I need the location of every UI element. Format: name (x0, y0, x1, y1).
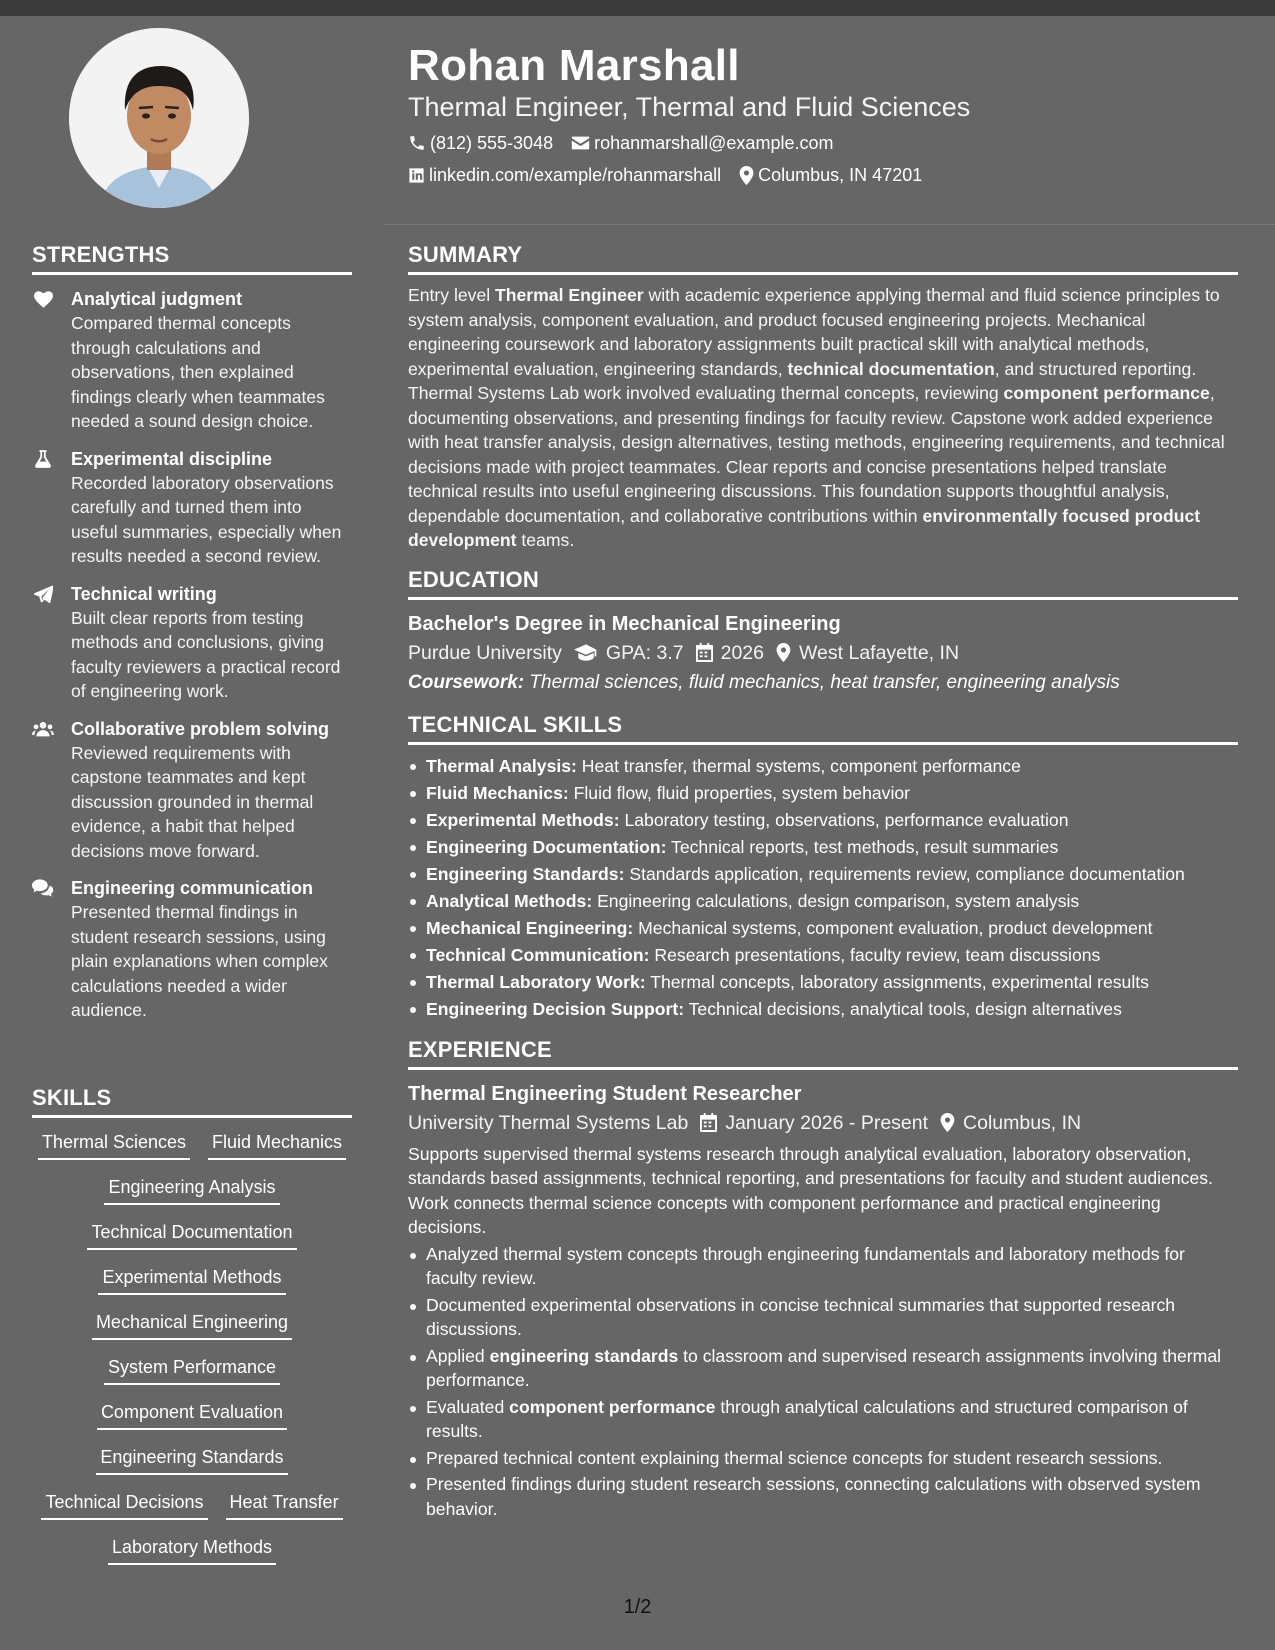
skill-chip: Engineering Standards (96, 1447, 287, 1475)
strengths-list (32, 287, 352, 1023)
strengths-section (32, 242, 352, 1023)
degree: Bachelor's Degree in Mechanical Engineering (408, 612, 841, 635)
technical-skill-label: Fluid Mechanics: (426, 782, 569, 803)
location-text: Columbus, IN 47201 (758, 165, 923, 185)
experience-bullet (408, 1242, 1238, 1291)
technical-skill-item (408, 996, 1238, 1023)
bullet-text: to classroom and supervised research assignments involving thermal performance. (426, 1345, 1222, 1390)
skill-chip: Fluid Mechanics (208, 1132, 346, 1160)
job-location-text: Columbus, IN (963, 1111, 1082, 1134)
technical-skill-item (408, 834, 1238, 861)
skill-chip-row (32, 1492, 352, 1537)
calendar-icon (696, 643, 713, 662)
summary-text (408, 283, 1238, 553)
skill-chip-row (32, 1357, 352, 1402)
skill-chip-row (32, 1267, 352, 1312)
experience-bullet (408, 1395, 1238, 1444)
job-title: Thermal Engineering Student Researcher (408, 1082, 802, 1105)
bullet-text: Analyzed thermal system concepts through engineering fundamentals and laboratory methods for faculty review. (426, 1243, 1185, 1288)
strength-item (32, 287, 352, 434)
bullet-text: through analytical calculations and structured comparison of results. (426, 1396, 1188, 1441)
coursework-text: Thermal sciences, fluid mechanics, heat transfer, engineering analysis (524, 671, 1120, 693)
technical-skill-text: Heat transfer, thermal systems, component performance (576, 755, 1021, 776)
technical-skill-text: Technical decisions, analytical tools, design alternatives (684, 998, 1122, 1019)
headline: Thermal Engineer, Thermal and Fluid Sciences (408, 92, 971, 122)
resume-header (408, 40, 1238, 188)
technical-skill-item (408, 915, 1238, 942)
strength-description: Compared thermal concepts through calculations and observations, then explained findings clearly when teammates needed a sound design choice. (71, 313, 325, 431)
technical-skill-text: Laboratory testing, observations, performance evaluation (619, 809, 1069, 830)
education-meta (408, 638, 1238, 668)
skill-chip: Laboratory Methods (108, 1537, 276, 1565)
school (408, 638, 562, 668)
edu-location-text: West Lafayette, IN (798, 641, 960, 664)
skill-chip-row (32, 1447, 352, 1492)
summary-highlight: technical documentation (787, 358, 995, 379)
contact-row-1 (408, 130, 1238, 156)
experience-bullet (408, 1446, 1238, 1471)
skill-chip: Technical Decisions (41, 1492, 207, 1520)
summary-highlight: Thermal Engineer (495, 285, 644, 305)
paper-plane-icon (32, 584, 54, 604)
map-pin-icon (940, 1113, 955, 1132)
technical-skills-list (408, 753, 1238, 1023)
education-section (408, 567, 1238, 698)
technical-skills-section (408, 712, 1238, 1023)
summary-section (408, 242, 1238, 553)
skill-chip: Mechanical Engineering (92, 1312, 292, 1340)
technical-skill-label: Thermal Analysis: (426, 755, 577, 776)
summary-fragment: with academic experience applying thermal and fluid science principles to system analysis, component evaluation, and product focused engineering projects. Mechanical engineering coursework and laboratory assignments built practical skill with analytical methods, experimental evaluation, engineering standards, (408, 285, 1220, 379)
gpa (574, 638, 684, 668)
technical-skill-item (408, 807, 1238, 834)
bullet-text: Evaluated (426, 1396, 510, 1417)
summary-fragment: Entry level (408, 285, 496, 305)
skills-section (32, 1085, 352, 1582)
experience-bullet (408, 1472, 1238, 1521)
job-dates (700, 1108, 928, 1138)
heart-icon (32, 289, 54, 309)
skill-chip: Experimental Methods (98, 1267, 285, 1295)
technical-skill-label: Technical Communication: (426, 944, 650, 965)
edu-location (776, 638, 959, 668)
technical-skills-title: TECHNICAL SKILLS (408, 712, 1238, 745)
skill-chip: Thermal Sciences (38, 1132, 190, 1160)
technical-skill-label: Engineering Documentation: (426, 836, 667, 857)
experience-title: EXPERIENCE (408, 1037, 1238, 1070)
strengths-title: STRENGTHS (32, 242, 352, 275)
linkedin-text: linkedin.com/example/rohanmarshall (429, 165, 722, 185)
graduation-cap-icon (574, 644, 598, 662)
map-pin-icon (776, 643, 791, 662)
skill-chip-row (32, 1537, 352, 1582)
skill-chip-row (32, 1312, 352, 1357)
skill-chip-row (32, 1222, 352, 1267)
technical-skill-label: Engineering Decision Support: (426, 998, 685, 1019)
envelope-icon (571, 135, 590, 151)
skill-chip: Heat Transfer (226, 1492, 343, 1520)
phone[interactable] (408, 130, 553, 156)
technical-skill-text: Technical reports, test methods, result summaries (666, 836, 1059, 857)
skill-chips (32, 1132, 352, 1582)
organization (408, 1108, 688, 1138)
technical-skill-label: Engineering Standards: (426, 863, 625, 884)
skill-chip: Engineering Analysis (104, 1177, 279, 1205)
strength-title: Technical writing (71, 583, 217, 604)
technical-skill-label: Experimental Methods: (426, 809, 620, 830)
experience-bullet (408, 1344, 1238, 1393)
skills-title: SKILLS (32, 1085, 352, 1118)
job-location (940, 1108, 1081, 1138)
summary-fragment: , and structured reporting. Thermal Systems Lab work involved evaluating thermal concepts, reviewing (408, 358, 1197, 403)
strength-description: Recorded laboratory observations carefully and turned them into useful summaries, especially when results needed a second review. (71, 472, 342, 566)
top-bar (0, 0, 1275, 16)
linkedin-icon (408, 167, 425, 184)
strength-title: Analytical judgment (71, 289, 243, 309)
skill-chip: System Performance (104, 1357, 280, 1385)
coursework (408, 668, 1238, 698)
contact-row-2 (408, 162, 1238, 188)
technical-skill-text: Mechanical systems, component evaluation, product development (633, 917, 1153, 938)
bullet-highlight: engineering standards (489, 1345, 679, 1366)
strength-title: Engineering communication (71, 878, 314, 898)
strength-description: Presented thermal findings in student research sessions, using plain explanations when complex calculations needed a wider audience. (71, 902, 328, 1020)
skill-chip-row (32, 1132, 352, 1177)
profile-photo (69, 28, 249, 208)
email-text: rohanmarshall@example.com (594, 133, 834, 153)
strength-item (32, 447, 352, 569)
summary-title: SUMMARY (408, 242, 1238, 275)
flask-icon (32, 449, 54, 469)
page-number: 1/2 (623, 1596, 652, 1618)
skill-chip-row (32, 1177, 352, 1222)
strength-description: Built clear reports from testing methods and conclusions, giving faculty reviewers a practical record of engineering work. (71, 607, 341, 701)
calendar-icon (700, 1113, 717, 1132)
experience-section (408, 1037, 1238, 1522)
strength-item (32, 876, 352, 1023)
skill-chip: Technical Documentation (87, 1222, 296, 1250)
strength-item (32, 717, 352, 864)
skill-chip-row (32, 1402, 352, 1447)
summary-fragment: teams. (516, 530, 575, 550)
technical-skill-item (408, 753, 1238, 780)
job-meta (408, 1108, 1238, 1138)
bullet-highlight: component performance (509, 1396, 716, 1417)
strength-title: Collaborative problem solving (71, 718, 330, 739)
email[interactable] (571, 130, 833, 156)
coursework-label: Coursework: (408, 671, 525, 693)
summary-fragment: , documenting observations, and presenting findings for faculty review. Capstone work added experience with heat transfer analysis, design alternatives, testing methods, engineering requirements, and technical decisions made with project teammates. Clear reports and concise presentations helped translate technical results into useful engineering discussions. This foundation supports thoughtful analysis, dependable documentation, and collaborative contributions within (408, 383, 1225, 526)
summary-highlight: environmentally focused product development (408, 505, 1201, 550)
job-description: Supports supervised thermal systems research through analytical evaluation, laboratory observation, standards based assignments, technical reporting, and presentations for faculty and student audiences. Work connects thermal science concepts with component performance and practical engineering decisions. (408, 1143, 1213, 1237)
strength-title: Experimental discipline (71, 448, 273, 469)
right-column (408, 242, 1238, 1535)
phone-text: (812) 555-3048 (430, 133, 554, 153)
technical-skill-item (408, 888, 1238, 915)
location (739, 162, 922, 188)
comments-icon (32, 878, 54, 898)
technical-skill-text: Fluid flow, fluid properties, system behavior (568, 782, 911, 803)
org-name: University Thermal Systems Lab (408, 1111, 689, 1134)
technical-skill-label: Mechanical Engineering: (426, 917, 634, 938)
technical-skill-text: Research presentations, faculty review, team discussions (649, 944, 1101, 965)
technical-skill-item (408, 780, 1238, 807)
technical-skill-item (408, 969, 1238, 996)
strength-description: Reviewed requirements with capstone teammates and kept discussion grounded in thermal evidence, a habit that helped decisions move forward. (71, 742, 314, 861)
technical-skill-text: Standards application, requirements review, compliance documentation (624, 863, 1185, 884)
bullet-text: Presented findings during student research sessions, connecting calculations with observed system behavior. (426, 1474, 1201, 1519)
candidate-name: Rohan Marshall (408, 41, 740, 90)
linkedin[interactable] (408, 162, 721, 188)
experience-bullets (408, 1242, 1238, 1522)
dates-text: January 2026 - Present (725, 1111, 929, 1134)
technical-skill-label: Analytical Methods: (426, 890, 593, 911)
experience-bullet (408, 1293, 1238, 1342)
header-divider (384, 224, 1275, 225)
map-pin-icon (739, 166, 754, 185)
summary-highlight: component performance (1003, 383, 1210, 403)
phone-icon (408, 134, 426, 152)
bullet-text: Applied (426, 1345, 490, 1366)
avatar (69, 28, 249, 208)
school-name: Purdue University (408, 641, 562, 664)
technical-skill-item (408, 861, 1238, 888)
bullet-text: Documented experimental observations in concise technical summaries that supported research discussions. (426, 1294, 1176, 1339)
grad-year (696, 638, 764, 668)
strength-item (32, 582, 352, 704)
technical-skill-label: Thermal Laboratory Work: (426, 971, 646, 992)
technical-skill-text: Thermal concepts, laboratory assignments, experimental results (645, 971, 1149, 992)
users-icon (32, 719, 54, 739)
education-title: EDUCATION (408, 567, 1238, 600)
bullet-text: Prepared technical content explaining thermal science concepts for student research sessions. (426, 1447, 1163, 1468)
gpa-text: GPA: 3.7 (605, 641, 684, 664)
technical-skill-text: Engineering calculations, design comparison, system analysis (592, 890, 1080, 911)
technical-skill-item (408, 942, 1238, 969)
skill-chip: Component Evaluation (97, 1402, 287, 1430)
year-text: 2026 (720, 641, 764, 664)
